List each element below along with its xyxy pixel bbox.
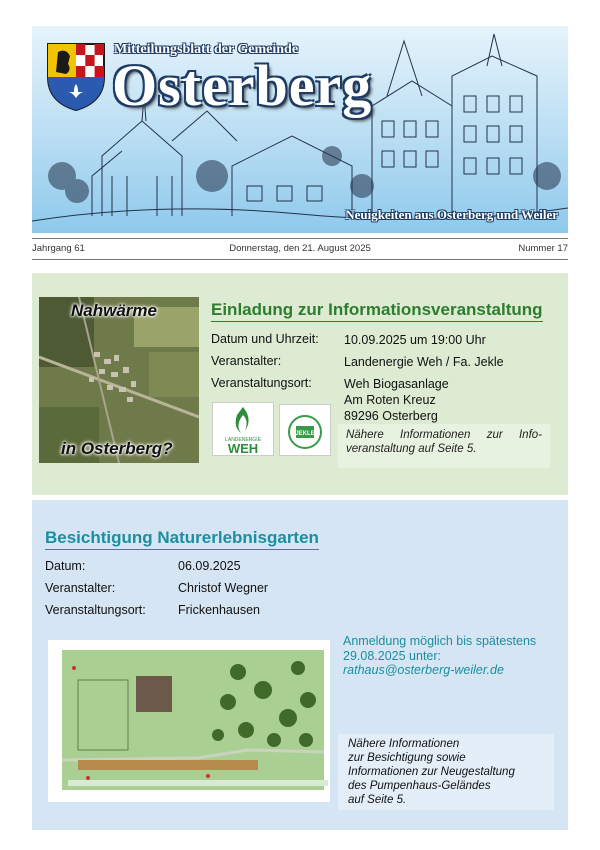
issue-date: Donnerstag, den 21. August 2025 bbox=[229, 243, 371, 254]
jekle-logo bbox=[279, 404, 331, 456]
garden-note-line: Informationen zur Neugestaltung bbox=[348, 766, 515, 778]
garden-location-label: Veranstaltungsort: bbox=[45, 603, 146, 617]
event-date-value: 10.09.2025 um 19:00 Uhr bbox=[344, 333, 486, 347]
garden-note-line: Nähere Informationen bbox=[348, 738, 460, 750]
info-event-box bbox=[32, 273, 568, 495]
event-title: Einladung zur Informationsveranstaltung bbox=[211, 300, 543, 322]
masthead bbox=[32, 26, 568, 233]
jekle-badge-icon bbox=[280, 405, 330, 455]
garden-note-line: des Pumpenhaus-Geländes bbox=[348, 780, 491, 792]
garden-title: Besichtigung Naturerlebnisgarten bbox=[45, 528, 319, 550]
event-note: Nähere Informationen zur Info-veranstaltung auf Seite 5. bbox=[338, 424, 550, 468]
garden-visit-box bbox=[32, 500, 568, 830]
issue-number: Nummer 17 bbox=[518, 243, 568, 254]
coat-of-arms-icon bbox=[46, 42, 106, 112]
logo-jekle-text: JEKLE bbox=[295, 431, 315, 437]
masthead-tagline: Neuigkeiten aus Osterberg und Weiler bbox=[345, 207, 558, 222]
garden-organizer-label: Veranstalter: bbox=[45, 581, 116, 595]
garden-organizer-value: Christof Wegner bbox=[178, 581, 269, 595]
logo-small-text: LANDENERGIE bbox=[225, 437, 261, 443]
issue-info-bar bbox=[32, 238, 568, 260]
event-location-label: Veranstaltungsort: bbox=[211, 376, 312, 390]
event-location-value bbox=[344, 376, 449, 424]
garden-date-value: 06.09.2025 bbox=[178, 559, 241, 573]
garden-note bbox=[338, 734, 554, 810]
landenergie-weh-logo bbox=[212, 402, 274, 456]
photo-caption-top: Nahwärme bbox=[71, 301, 157, 320]
masthead-subtitle: Mitteilungsblatt der Gemeinde bbox=[114, 42, 299, 57]
event-organizer-label: Veranstalter: bbox=[211, 354, 282, 368]
event-location-line: Am Roten Kreuz bbox=[344, 393, 436, 407]
flame-leaf-icon bbox=[213, 403, 273, 455]
garden-location-value: Frickenhausen bbox=[178, 603, 260, 617]
registration-date: 29.08.2025 unter: bbox=[343, 648, 441, 663]
garden-note-line: auf Seite 5. bbox=[348, 794, 407, 806]
garden-plan-illustration bbox=[48, 640, 330, 802]
photo-caption-bottom: in Osterberg? bbox=[61, 439, 173, 458]
event-location-line: Weh Biogasanlage bbox=[344, 377, 449, 391]
garden-site-plan bbox=[48, 640, 330, 802]
garden-date-label: Datum: bbox=[45, 559, 86, 573]
event-date-label: Datum und Uhrzeit: bbox=[211, 332, 319, 346]
registration-email-link[interactable]: rathaus@osterberg-weiler.de bbox=[343, 663, 504, 677]
event-organizer-value: Landenergie Weh / Fa. Jekle bbox=[344, 355, 504, 369]
garden-note-line: zur Besichtigung sowie bbox=[348, 752, 466, 764]
registration-deadline: Anmeldung möglich bis spätestens bbox=[343, 634, 537, 648]
aerial-village-photo bbox=[39, 297, 199, 463]
registration-info bbox=[343, 634, 553, 678]
issue-volume: Jahrgang 61 bbox=[32, 243, 85, 254]
masthead-title: Osterberg bbox=[112, 53, 373, 118]
logo-big-text: WEH bbox=[227, 441, 259, 455]
event-location-line: 89296 Osterberg bbox=[344, 409, 438, 423]
